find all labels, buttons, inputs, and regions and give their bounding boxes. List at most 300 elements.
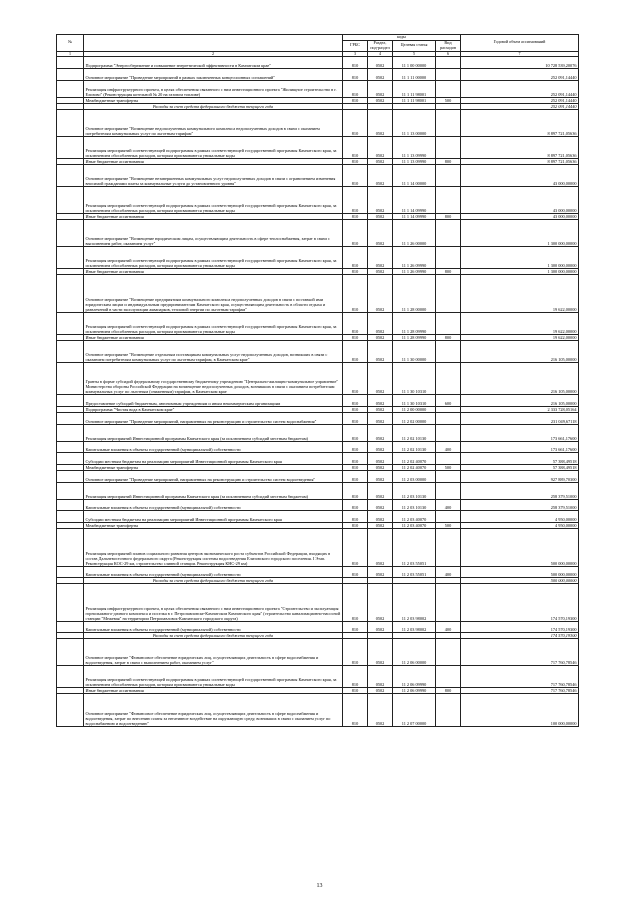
razdel-cell: 0502 <box>368 622 393 633</box>
amount-cell: 500 000,00000 <box>461 529 579 567</box>
amount-cell: 1 300 000,00000 <box>461 220 579 247</box>
target-article-cell: 11 1 14 09990 <box>393 214 436 220</box>
razdel-cell: 0502 <box>368 98 393 104</box>
amount-cell: 717 760,78546 <box>461 666 579 688</box>
expense-type-cell: 400 <box>436 622 461 633</box>
razdel-cell: 0502 <box>368 110 393 137</box>
table-row <box>57 666 579 688</box>
target-article-cell: 11 2 03 40070 <box>393 523 436 529</box>
row-name-cell: Реализация мероприятий Инвестиционной программы Камчатского края (за исключением субсидий местным бюджетам) <box>84 425 343 442</box>
column-number: 4 <box>368 51 393 57</box>
row-number-cell <box>57 425 84 442</box>
amount-cell: 252 091,14440 <box>461 98 579 104</box>
amount-cell: 8 897 721,05636 <box>461 137 579 159</box>
amount-cell: 43 000,00000 <box>461 187 579 214</box>
amount-cell: 4 950,00000 <box>461 523 579 529</box>
row-number-cell <box>57 187 84 214</box>
razdel-cell: 0502 <box>368 57 393 69</box>
razdel-cell: 0502 <box>368 407 393 413</box>
amount-cell: 252 091,14440 <box>461 69 579 81</box>
target-article-cell: 11 1 11 98001 <box>393 98 436 104</box>
target-article-cell: 11 1 26 00000 <box>393 220 436 247</box>
table-row <box>57 220 579 247</box>
target-article-cell: 11 1 14 09990 <box>393 187 436 214</box>
table-row <box>57 453 579 465</box>
target-article-cell: 11 1 11 00000 <box>393 69 436 81</box>
header-target-article: Целевая статья <box>393 40 436 51</box>
expense-type-cell: 800 <box>436 159 461 165</box>
target-article-cell: 11 1 11 98001 <box>393 81 436 98</box>
expense-type-cell <box>436 584 461 622</box>
razdel-cell: 0502 <box>368 395 393 407</box>
target-article-cell: 11 2 02 40070 <box>393 453 436 465</box>
amount-cell: 500 000,00000 <box>461 578 579 584</box>
amount-cell: 216 105,00000 <box>461 395 579 407</box>
row-name-cell: Капитальные вложения в объекты государственной (муниципальной) собственности <box>84 622 343 633</box>
row-name-cell: Основное мероприятие "Возмещение предприятиям коммунального комплекса недополученных доходов в связи с поставкой ими юридическим лицам и индивидуальным предпринимателям Камчатского края, осуществляющим деятельность в области отдыха и развлечений в части эксплуатации аквапарков, тепловой энергии по льготным тарифам" <box>84 275 343 313</box>
grbs-cell: 810 <box>343 407 368 413</box>
row-number-cell <box>57 165 84 187</box>
amount-cell: 216 105,00000 <box>461 363 579 395</box>
amount-cell: 4 950,00000 <box>461 511 579 523</box>
razdel-cell: 0502 <box>368 214 393 220</box>
target-article-cell: 11 2 02 10130 <box>393 425 436 442</box>
razdel-cell: 0502 <box>368 275 393 313</box>
grbs-cell: 810 <box>343 529 368 567</box>
row-number-cell <box>57 500 84 511</box>
amount-cell: 8 897 721,05636 <box>461 110 579 137</box>
razdel-cell: 0502 <box>368 363 393 395</box>
razdel-cell: 0502 <box>368 247 393 269</box>
row-number-cell <box>57 639 84 666</box>
row-number-cell <box>57 220 84 247</box>
header-expense-type: Вид расходов <box>436 40 461 51</box>
row-name-cell: Реализация мероприятий Инвестиционной программы Камчатского края (за исключением субсидий местным бюджетам) <box>84 483 343 500</box>
column-number: 6 <box>436 51 461 57</box>
target-article-cell: 11 2 03 98002 <box>393 584 436 622</box>
row-name-cell: Основное мероприятие "Возмещение недополученных коммунального комплекса недополученных доходов в связи с оказанием потребителям коммунальных услуг по льготным тарифам" <box>84 110 343 137</box>
row-number-cell <box>57 622 84 633</box>
row-name-cell: Реализация мероприятий соответствующей подпрограммы в рамках соответствующей государственной программы Камчатского края, за исключением обособленных расходов, которым присваиваются уникальные коды <box>84 137 343 159</box>
amount-cell: 252 091,14440 <box>461 104 579 110</box>
expense-type-cell <box>436 313 461 335</box>
row-name-cell: Иные бюджетные ассигнования <box>84 159 343 165</box>
row-name-cell: Основное мероприятие "Проведение мероприятий, направленных на реконструкцию и строительство систем водоснабжения" <box>84 413 343 425</box>
table-row <box>57 57 579 69</box>
razdel-cell: 0502 <box>368 639 393 666</box>
target-article-cell: 11 2 03 10130 <box>393 500 436 511</box>
target-article-cell: 11 1 13 09990 <box>393 159 436 165</box>
row-number-cell <box>57 275 84 313</box>
table-row <box>57 511 579 523</box>
table-row <box>57 471 579 483</box>
row-name-cell: Основное мероприятие "Проведение мероприятий, направленных на реконструкцию и строительство систем водоотведения" <box>84 471 343 483</box>
target-article-cell: 11 2 03 00000 <box>393 471 436 483</box>
expense-type-cell <box>436 453 461 465</box>
row-name-cell: Субсидии местным бюджетам на реализацию мероприятий Инвестиционной программы Камчатского края <box>84 453 343 465</box>
row-number-cell <box>57 584 84 622</box>
target-article-cell: 11 2 02 00000 <box>393 413 436 425</box>
expense-type-cell <box>436 639 461 666</box>
target-article-cell: 11 2 03 55051 <box>393 567 436 578</box>
grbs-cell: 810 <box>343 523 368 529</box>
grbs-cell: 810 <box>343 98 368 104</box>
row-name-cell: Иные бюджетные ассигнования <box>84 269 343 275</box>
header-razdel: Раздел, под-раздел <box>368 40 393 51</box>
grbs-cell: 810 <box>343 425 368 442</box>
razdel-cell: 0502 <box>368 187 393 214</box>
table-row <box>57 442 579 453</box>
table-row <box>57 584 579 622</box>
page-number: 13 <box>316 883 323 889</box>
table-row <box>57 483 579 500</box>
amount-cell: 57 388,49518 <box>461 453 579 465</box>
expense-type-cell: 800 <box>436 214 461 220</box>
razdel-cell: 0502 <box>368 666 393 688</box>
column-number: 7 <box>461 51 579 57</box>
row-number-cell <box>57 529 84 567</box>
row-name-cell: Расходы за счет средств федерального бюджета текущего года <box>84 633 343 639</box>
grbs-cell: 810 <box>343 275 368 313</box>
row-name-cell: Подпрограмма "Чистая вода в Камчатском крае" <box>84 407 343 413</box>
amount-cell: 2 333 728,05164 <box>461 407 579 413</box>
target-article-cell: 11 1 14 00000 <box>393 165 436 187</box>
column-number: 1 <box>57 51 84 57</box>
row-name-cell: Расходы за счет средств федерального бюджета текущего года <box>84 104 343 110</box>
header-number: № <box>57 35 84 52</box>
row-name-cell: Капитальные вложения в объекты государственной (муниципальной) собственности <box>84 567 343 578</box>
header-codes: коды <box>343 35 461 41</box>
expense-type-cell: 800 <box>436 269 461 275</box>
expense-type-cell <box>436 511 461 523</box>
expense-type-cell <box>436 275 461 313</box>
amount-cell: 717 760,78546 <box>461 688 579 694</box>
row-name-cell: Межбюджетные трансферты <box>84 465 343 471</box>
razdel-cell: 0502 <box>368 567 393 578</box>
row-number-cell <box>57 413 84 425</box>
row-name-cell: Предоставление субсидий бюджетным, автономным учреждениям и иным некоммерческим организациям <box>84 395 343 407</box>
razdel-cell: 0502 <box>368 313 393 335</box>
expense-type-cell <box>436 247 461 269</box>
amount-cell: 173 661,17600 <box>461 442 579 453</box>
amount-cell: 10 728 539,20076 <box>461 57 579 69</box>
row-name-cell: Основное мероприятие "Возмещение юридическим лицам, осуществляющим деятельность в сфере теплоснабжения, затрат в связи с выполнением работ, оказанием услуг" <box>84 220 343 247</box>
table-row <box>57 413 579 425</box>
grbs-cell: 810 <box>343 247 368 269</box>
grbs-cell: 810 <box>343 622 368 633</box>
expense-type-cell <box>436 57 461 69</box>
row-name-cell: Реализация мероприятий соответствующей подпрограммы в рамках соответствующей государственной программы Камчатского края, за исключением обособленных расходов, которым присваиваются уникальные коды <box>84 313 343 335</box>
row-number-cell <box>57 57 84 69</box>
target-article-cell: 11 2 06 09990 <box>393 666 436 688</box>
amount-cell: 231 049,67118 <box>461 413 579 425</box>
expense-type-cell <box>436 110 461 137</box>
table-row <box>57 622 579 633</box>
table-row <box>57 247 579 269</box>
grbs-cell: 810 <box>343 688 368 694</box>
row-name-cell: Межбюджетные трансферты <box>84 523 343 529</box>
amount-cell: 173 661,17600 <box>461 425 579 442</box>
row-number-cell <box>57 666 84 688</box>
expense-type-cell <box>436 483 461 500</box>
row-name-cell: Основное мероприятие "Проведение мероприятий в рамках заключенных концессионных соглашений" <box>84 69 343 81</box>
razdel-cell: 0502 <box>368 269 393 275</box>
expense-type-cell <box>436 666 461 688</box>
razdel-cell: 0502 <box>368 511 393 523</box>
grbs-cell: 810 <box>343 363 368 395</box>
table-row <box>57 137 579 159</box>
table-row <box>57 275 579 313</box>
row-name-cell: Межбюджетные трансферты <box>84 98 343 104</box>
razdel-cell: 0502 <box>368 694 393 727</box>
table-row <box>57 639 579 666</box>
amount-cell: 19 622,00000 <box>461 313 579 335</box>
row-number-cell <box>57 442 84 453</box>
expense-type-cell: 500 <box>436 523 461 529</box>
expense-type-cell: 400 <box>436 442 461 453</box>
grbs-cell: 810 <box>343 137 368 159</box>
expense-type-cell: 500 <box>436 465 461 471</box>
table-row <box>57 341 579 363</box>
row-name-cell: Реализация мероприятий соответствующей подпрограммы в рамках соответствующей государственной программы Камчатского края, за исключением обособленных расходов, которым присваиваются уникальные коды <box>84 247 343 269</box>
row-number-cell <box>57 483 84 500</box>
table-row <box>57 69 579 81</box>
row-name-cell: Иные бюджетные ассигнования <box>84 214 343 220</box>
header-amount: Годовой объем ассигнований <box>461 35 579 52</box>
amount-cell: 174 570,19300 <box>461 584 579 622</box>
target-article-cell: 11 2 03 98002 <box>393 622 436 633</box>
row-number-cell <box>57 395 84 407</box>
razdel-cell: 0502 <box>368 69 393 81</box>
row-number-cell <box>57 69 84 81</box>
row-name-cell: Реализация инфраструктурного проекта, в целях обеспечения связанного с ним инвестиционного проекта "Жилищное строительство в г. Елизово" (Реконструкция котельной № 20 на газовом топливе) <box>84 81 343 98</box>
razdel-cell: 0502 <box>368 465 393 471</box>
expense-type-cell: 500 <box>436 98 461 104</box>
razdel-cell: 0502 <box>368 341 393 363</box>
target-article-cell: 11 2 00 00000 <box>393 407 436 413</box>
target-article-cell: 11 2 02 40070 <box>393 465 436 471</box>
row-number-cell <box>57 137 84 159</box>
amount-cell: 8 897 721,05636 <box>461 159 579 165</box>
row-name-cell: Реализация мероприятий соответствующей подпрограммы в рамках соответствующей государственной программы Камчатского края, за исключением обособленных расходов, которым присваиваются уникальные коды <box>84 666 343 688</box>
grbs-cell: 810 <box>343 471 368 483</box>
row-name-cell: Реализация мероприятий соответствующей подпрограммы в рамках соответствующей государственной программы Камчатского края, за исключением обособленных расходов, которым присваиваются уникальные коды <box>84 187 343 214</box>
row-name-cell: Капитальные вложения в объекты государственной (муниципальной) собственности <box>84 500 343 511</box>
target-article-cell: 11 2 07 00000 <box>393 694 436 727</box>
amount-cell: 43 000,00000 <box>461 165 579 187</box>
expense-type-cell <box>436 471 461 483</box>
razdel-cell: 0502 <box>368 453 393 465</box>
expense-type-cell: 400 <box>436 567 461 578</box>
amount-cell: 174 570,19300 <box>461 633 579 639</box>
grbs-cell: 810 <box>343 395 368 407</box>
grbs-cell: 810 <box>343 335 368 341</box>
target-article-cell: 11 2 06 00000 <box>393 639 436 666</box>
grbs-cell: 810 <box>343 483 368 500</box>
amount-cell: 717 760,78546 <box>461 639 579 666</box>
table-row <box>57 165 579 187</box>
target-article-cell: 11 2 03 55051 <box>393 529 436 567</box>
razdel-cell: 0502 <box>368 220 393 247</box>
amount-cell: 1 300 000,00000 <box>461 269 579 275</box>
razdel-cell: 0502 <box>368 442 393 453</box>
table-row <box>57 529 579 567</box>
header-grbs: ГРБС <box>343 40 368 51</box>
grbs-cell: 810 <box>343 465 368 471</box>
table-row <box>57 110 579 137</box>
razdel-cell: 0502 <box>368 584 393 622</box>
razdel-cell: 0502 <box>368 81 393 98</box>
expense-type-cell <box>436 694 461 727</box>
row-name-cell: Основное мероприятие "Финансовое обеспечение юридических лиц, осуществляющих деятельность в сфере водоснабжения и водоотведения, затрат в связи с выполнением работ, оказанием услуг" <box>84 639 343 666</box>
row-name-cell: Подпрограмма "Энергосбережение и повышение энергетической эффективности в Камчатском крае" <box>84 57 343 69</box>
amount-cell: 258 379,51000 <box>461 483 579 500</box>
razdel-cell: 0502 <box>368 523 393 529</box>
grbs-cell: 810 <box>343 57 368 69</box>
amount-cell: 1 300 000,00000 <box>461 247 579 269</box>
target-article-cell: 11 1 30 10310 <box>393 395 436 407</box>
grbs-cell: 810 <box>343 341 368 363</box>
amount-cell: 174 570,19300 <box>461 622 579 633</box>
target-article-cell: 11 2 02 10130 <box>393 442 436 453</box>
table-row <box>57 500 579 511</box>
grbs-cell: 810 <box>343 639 368 666</box>
grbs-cell: 810 <box>343 442 368 453</box>
grbs-cell: 810 <box>343 110 368 137</box>
expense-type-cell: 800 <box>436 335 461 341</box>
razdel-cell: 0502 <box>368 335 393 341</box>
header-row-codes <box>57 35 579 41</box>
table-row <box>57 187 579 214</box>
expense-type-cell <box>436 425 461 442</box>
expense-type-cell <box>436 187 461 214</box>
row-number-cell <box>57 247 84 269</box>
razdel-cell: 0502 <box>368 688 393 694</box>
row-number-cell <box>57 110 84 137</box>
expense-type-cell <box>436 165 461 187</box>
target-article-cell: 11 1 13 09990 <box>393 137 436 159</box>
amount-cell: 258 379,51000 <box>461 500 579 511</box>
razdel-cell: 0502 <box>368 425 393 442</box>
expense-type-cell: 600 <box>436 395 461 407</box>
grbs-cell: 810 <box>343 69 368 81</box>
grbs-cell: 810 <box>343 666 368 688</box>
table-row <box>57 567 579 578</box>
amount-cell: 19 622,00000 <box>461 275 579 313</box>
amount-cell: 500 000,00000 <box>461 567 579 578</box>
razdel-cell: 0502 <box>368 159 393 165</box>
grbs-cell: 810 <box>343 453 368 465</box>
row-number-cell <box>57 511 84 523</box>
target-article-cell: 11 1 26 09990 <box>393 247 436 269</box>
row-number-cell <box>57 471 84 483</box>
razdel-cell: 0502 <box>368 529 393 567</box>
target-article-cell: 11 1 28 00000 <box>393 275 436 313</box>
grbs-cell: 810 <box>343 567 368 578</box>
grbs-cell: 810 <box>343 313 368 335</box>
table-row <box>57 81 579 98</box>
target-article-cell: 11 2 03 40070 <box>393 511 436 523</box>
grbs-cell: 810 <box>343 81 368 98</box>
row-name-cell: Иные бюджетные ассигнования <box>84 688 343 694</box>
header-name <box>84 35 343 52</box>
row-name-cell: Иные бюджетные ассигнования <box>84 335 343 341</box>
grbs-cell: 810 <box>343 159 368 165</box>
razdel-cell: 0502 <box>368 165 393 187</box>
grbs-cell: 810 <box>343 694 368 727</box>
row-number-cell <box>57 694 84 727</box>
target-article-cell: 11 1 28 09990 <box>393 335 436 341</box>
expense-type-cell <box>436 220 461 247</box>
target-article-cell: 11 1 13 00000 <box>393 110 436 137</box>
expense-type-cell <box>436 137 461 159</box>
budget-allocation-table <box>56 34 579 727</box>
table-row <box>57 425 579 442</box>
grbs-cell: 810 <box>343 214 368 220</box>
razdel-cell: 0502 <box>368 137 393 159</box>
expense-type-cell: 800 <box>436 688 461 694</box>
grbs-cell: 810 <box>343 187 368 214</box>
grbs-cell: 810 <box>343 165 368 187</box>
razdel-cell: 0502 <box>368 471 393 483</box>
row-name-cell: Субсидии местным бюджетам на реализацию мероприятий Инвестиционной программы Камчатского края <box>84 511 343 523</box>
expense-type-cell <box>436 341 461 363</box>
row-name-cell: Гранты в форме субсидий федеральному государственному бюджетному учреждению "Центрально-жилищно-коммунальное управление" Министерства обороны Российской Федерации на возмещение недополученных доходов, возникших в связи с оказанием потребителям коммунальных услуг по льготным (сниженным) тарифам, в Камчатском крае <box>84 363 343 395</box>
column-number: 5 <box>393 51 436 57</box>
row-name-cell: Расходы за счет средств федерального бюджета текущего года <box>84 578 343 584</box>
amount-cell: 927 889,70300 <box>461 471 579 483</box>
expense-type-cell: 400 <box>436 500 461 511</box>
grbs-cell: 810 <box>343 413 368 425</box>
row-number-cell <box>57 81 84 98</box>
row-name-cell: Основное мероприятие "Финансовое обеспечение юридических лиц, осуществляющих деятельность в сфере водоснабжения и водоотведения, затрат по внесению платы за негативное воздействие на окружающую среду, возникших в связи с оказанием услуг по водоснабжению и водоотведению" <box>84 694 343 727</box>
target-article-cell: 11 2 06 09990 <box>393 688 436 694</box>
amount-cell: 100 000,00000 <box>461 694 579 727</box>
amount-cell: 57 388,49518 <box>461 465 579 471</box>
razdel-cell: 0502 <box>368 483 393 500</box>
target-article-cell: 11 1 30 00000 <box>393 341 436 363</box>
razdel-cell: 0502 <box>368 413 393 425</box>
table-row <box>57 395 579 407</box>
row-number-cell <box>57 363 84 395</box>
expense-type-cell <box>436 529 461 567</box>
budget-table-sheet <box>56 34 578 727</box>
row-number-cell <box>57 567 84 578</box>
row-name-cell: Реализация инфраструктурного проекта, в целях обеспечения связанного с ним инвестиционного проекта "Строительство и эксплуатация горнолыжного-дачного комплекса и поселка в г. Петропавловске-Камчатском Камчатского края" (строительство канализационно-насосной станции "Межевая" на территории Петропавловск-Камчатского городского округа) <box>84 584 343 622</box>
row-name-cell: Основное мероприятие "Возмещение незавершенных коммунальных услуг недополученных доходов в связи с ограничением изменения вносимой гражданами платы за коммунальные услуги до установленного уровня" <box>84 165 343 187</box>
target-article-cell: 11 2 03 10130 <box>393 483 436 500</box>
expense-type-cell <box>436 413 461 425</box>
expense-type-cell <box>436 81 461 98</box>
grbs-cell: 810 <box>343 584 368 622</box>
amount-cell: 216 105,00000 <box>461 341 579 363</box>
row-name-cell: Реализация мероприятий планов социального развития центров экономического роста субъектов Российской Федерации, входящих в состав Дальневосточного федерального округа (Реконструкция системы водоотведения Елизовского городского поселения. I Этап. Реконструкция КОС-29 км, строительство сливной станции. Реконструкция КНС-29 км) <box>84 529 343 567</box>
row-name-cell: Капитальные вложения в объекты государственной (муниципальной) собственности <box>84 442 343 453</box>
grbs-cell: 810 <box>343 220 368 247</box>
razdel-cell: 0502 <box>368 500 393 511</box>
target-article-cell: 11 1 30 10310 <box>393 363 436 395</box>
amount-cell: 252 091,14440 <box>461 81 579 98</box>
target-article-cell: 11 1 28 09990 <box>393 313 436 335</box>
target-article-cell: 11 1 00 00000 <box>393 57 436 69</box>
column-number: 2 <box>84 51 343 57</box>
row-number-cell <box>57 341 84 363</box>
grbs-cell: 810 <box>343 269 368 275</box>
row-number-cell <box>57 313 84 335</box>
grbs-cell: 810 <box>343 500 368 511</box>
column-number: 3 <box>343 51 368 57</box>
expense-type-cell <box>436 363 461 395</box>
